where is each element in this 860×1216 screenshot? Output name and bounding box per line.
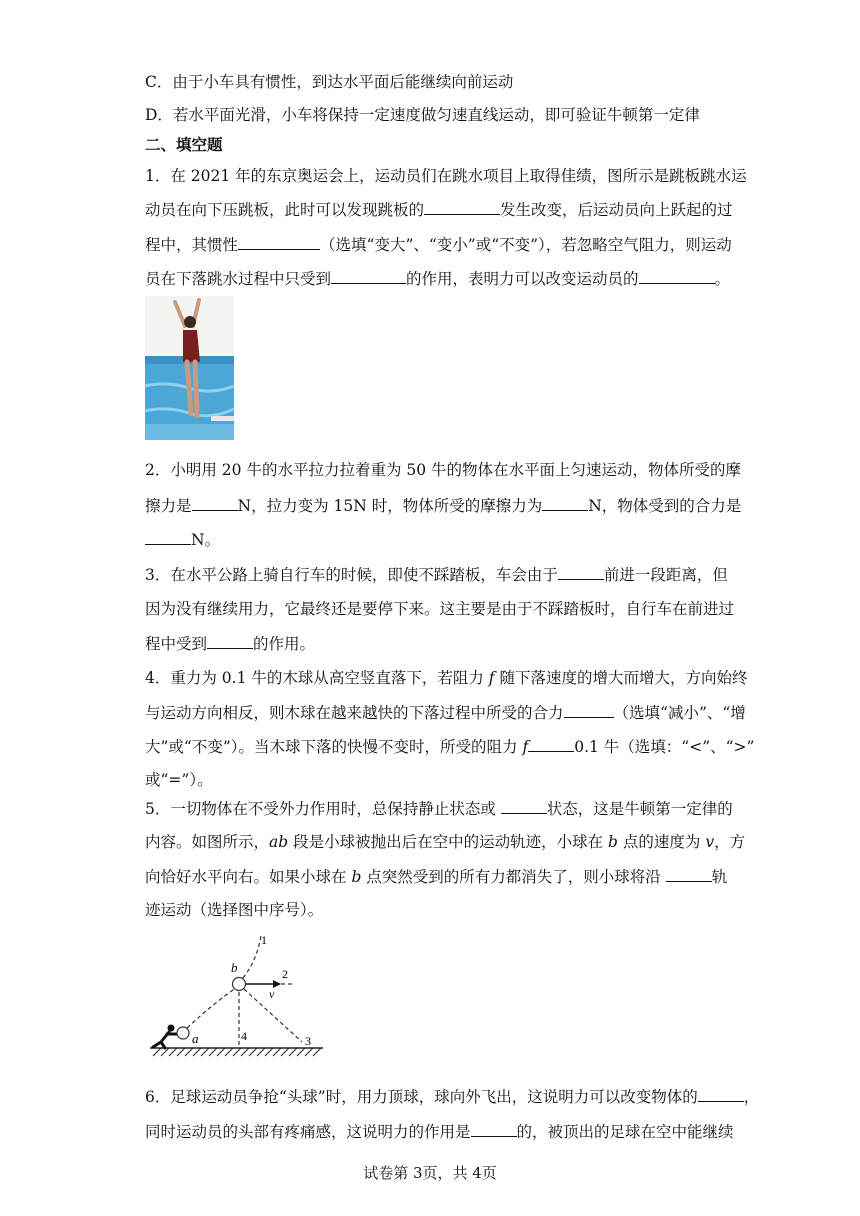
q4-line-4: 或“=”）。 — [145, 771, 213, 789]
ball-a — [177, 1027, 189, 1039]
q1-line-4: 员在下落跳水过程中只受到 的作用，表明力可以改变运动员的 。 — [145, 267, 730, 290]
ground-hatching — [153, 1048, 321, 1056]
answer-blank[interactable] — [238, 233, 320, 250]
q4-line-3: 大”或“不变”）。当木球下落的快慢不变时，所受的阻力 f 0.1 牛（选填：“<”、“>” — [145, 735, 754, 758]
q5-line-3: 向恰好水平向右。如果小球在 b 点突然受到的所有力都消失了，则小球将沿 轨 — [145, 865, 727, 888]
q1-line-3: 程中，其惯性 （选填“变大”、“变小”或“不变”），若忽略空气阻力，则运动 — [145, 233, 732, 256]
q5-line-2: 内容。如图所示，ab 段是小球被抛出后在空中的运动轨迹，小球在 b 点的速度为 v，方 — [145, 833, 746, 851]
answer-blank[interactable] — [471, 1120, 517, 1137]
label-b: b — [231, 960, 238, 975]
answer-blank[interactable] — [639, 267, 715, 284]
answer-blank[interactable] — [698, 1085, 744, 1102]
label-4: 4 — [241, 1029, 247, 1043]
q2-line-1: 2．小明用 20 牛的水平拉力拉着重为 50 牛的物体在水平面上匀速运动，物体所受的摩 — [145, 461, 742, 479]
answer-blank[interactable] — [424, 198, 500, 215]
answer-blank[interactable] — [145, 528, 191, 545]
answer-blank[interactable] — [331, 267, 406, 284]
q4-line-1: 4．重力为 0.1 牛的木球从高空竖直落下，若阻力 f 随下落速度的增大而增大，方向始终 — [145, 669, 748, 687]
option-c: C．由于小车具有惯性，到达水平面后能继续向前运动 — [145, 73, 514, 91]
label-a: a — [192, 1031, 199, 1046]
label-v: v — [269, 987, 275, 1001]
answer-blank[interactable] — [207, 632, 253, 649]
answer-blank[interactable] — [528, 735, 574, 752]
q3-line-2: 因为没有继续用力，它最终还是要停下来。这主要是由于不踩踏板时，自行车在前进过 — [145, 600, 735, 618]
q1-line-2: 动员在向下压跳板，此时可以发现跳板的 发生改变，后运动员向上跃起的过 — [145, 198, 733, 221]
path-1 — [243, 936, 261, 978]
label-2: 2 — [282, 967, 288, 981]
label-1: 1 — [261, 933, 267, 947]
q5-line-1: 5．一切物体在不受外力作用时，总保持静止状态或 状态，这是牛顿第一定律的 — [145, 797, 733, 820]
trajectory-diagram — [145, 930, 325, 1060]
thrower-figure — [153, 1025, 177, 1049]
answer-blank[interactable] — [558, 563, 604, 580]
page-footer: 试卷第 3页，共 4页 — [363, 1164, 497, 1182]
q4-line-2: 与运动方向相反，则木球在越来越快的下落过程中所受的合力 （选填“减小”、“增 — [145, 701, 746, 724]
answer-blank[interactable] — [666, 865, 712, 882]
label-3: 3 — [305, 1034, 311, 1048]
answer-blank[interactable] — [564, 701, 614, 718]
diver-photo — [145, 296, 234, 440]
q5-line-4: 迹运动（选择图中序号）。 — [145, 901, 324, 919]
answer-blank[interactable] — [501, 797, 547, 814]
q3-line-3: 程中受到 的作用。 — [145, 632, 315, 655]
q1-line-1: 1．在 2021 年的东京奥运会上，运动员们在跳水项目上取得佳绩，图所示是跳板跳水运 — [145, 167, 747, 185]
q2-line-2: 擦力是 N，拉力变为 15N 时，物体所受的摩擦力为 N，物体受到的合力是 — [145, 494, 741, 517]
q2-line-3: N。 — [145, 528, 220, 551]
answer-blank[interactable] — [542, 494, 588, 511]
option-d: D．若水平面光滑，小车将保持一定速度做匀速直线运动，即可验证牛顿第一定律 — [145, 106, 700, 124]
q3-line-1: 3．在水平公路上骑自行车的时候，即使不踩踏板，车会由于 前进一段距离，但 — [145, 563, 728, 586]
section-title: 二、填空题 — [145, 135, 223, 154]
answer-blank[interactable] — [192, 494, 238, 511]
q6-line-2: 同时运动员的头部有疼痛感，这说明力的作用是 的，被顶出的足球在空中能继续 — [145, 1120, 734, 1143]
q6-line-1: 6．足球运动员争抢“头球”时，用力顶球，球向外飞出，这说明力可以改变物体的 ， — [145, 1085, 759, 1108]
ball-b — [233, 978, 246, 991]
trajectory-ab — [187, 988, 236, 1028]
